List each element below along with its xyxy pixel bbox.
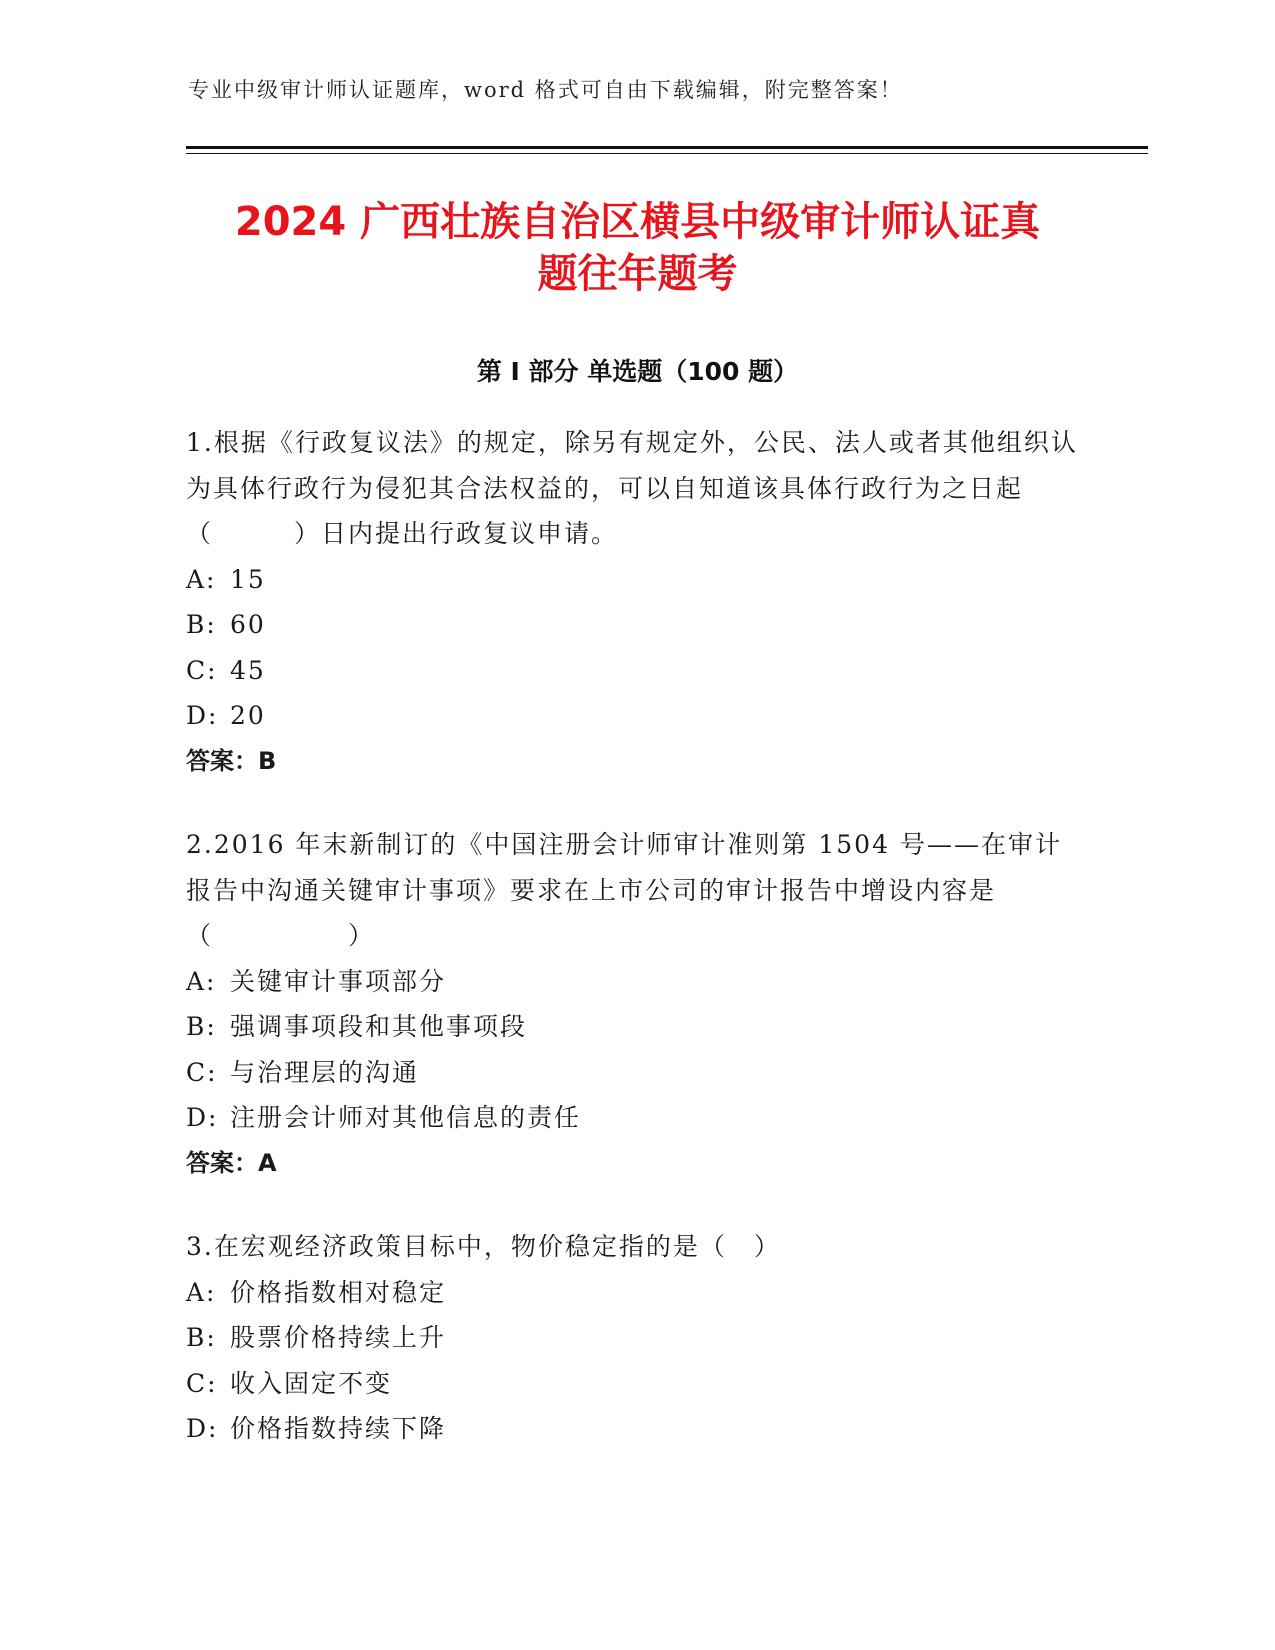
option-a xyxy=(186,1270,1086,1316)
option-b xyxy=(186,602,1086,648)
option-text: 15 xyxy=(230,564,266,594)
option-c xyxy=(186,648,1086,694)
option-letter: D: xyxy=(186,1414,219,1443)
option-letter: D: xyxy=(186,1103,219,1132)
option-letter: C: xyxy=(186,1368,218,1398)
option-a xyxy=(186,557,1086,603)
option-letter: B: xyxy=(186,610,217,639)
option-d xyxy=(186,1406,1086,1452)
question-1 xyxy=(186,420,1086,784)
question-stem: 1.根据《行政复议法》的规定，除另有规定外，公民、法人或者其他组织认为具体行政行为侵犯其合法权益的，可以自知道该具体行政行为之日起（ ）日内提出行政复议申请。 xyxy=(186,428,1078,548)
header-rule-thin xyxy=(186,153,1148,154)
option-letter: B: xyxy=(186,1323,217,1352)
answer: 答案：A xyxy=(186,1148,277,1177)
option-letter: C: xyxy=(186,655,218,685)
option-letter: A: xyxy=(186,966,217,996)
option-c xyxy=(186,1050,1086,1096)
option-c xyxy=(186,1361,1086,1407)
option-text: 股票价格持续上升 xyxy=(230,1323,447,1352)
header-note: 专业中级审计师认证题库，word 格式可自由下载编辑，附完整答案！ xyxy=(188,78,903,102)
option-letter: A: xyxy=(186,1277,217,1307)
option-text: 20 xyxy=(230,701,266,730)
section-heading: 第 I 部分 单选题（100 题） xyxy=(476,357,799,386)
document-title-line-1: 2024 广西壮族自治区横县中级审计师认证真 xyxy=(234,199,1041,245)
option-text: 与治理层的沟通 xyxy=(230,1057,420,1087)
option-text: 45 xyxy=(230,655,266,685)
document-title-line-2: 题往年题考 xyxy=(537,251,738,297)
option-letter: A: xyxy=(186,564,217,594)
option-text: 价格指数持续下降 xyxy=(230,1414,447,1443)
option-b xyxy=(186,1315,1086,1361)
option-d xyxy=(186,693,1086,739)
question-stem: 3.在宏观经济政策目标中，物价稳定指的是（ ） xyxy=(186,1232,781,1261)
option-text: 价格指数相对稳定 xyxy=(230,1277,447,1307)
option-letter: B: xyxy=(186,1012,217,1041)
option-letter: C: xyxy=(186,1057,218,1087)
answer: 答案：B xyxy=(186,746,277,775)
option-letter: D: xyxy=(186,701,219,730)
option-d xyxy=(186,1095,1086,1141)
document-title xyxy=(170,196,1105,300)
option-text: 强调事项段和其他事项段 xyxy=(230,1012,528,1041)
question-stem: 2.2016 年末新制订的《中国注册会计师审计准则第 1504 号——在审计报告中沟通关键审计事项》要求在上市公司的审计报告中增设内容是（ ） xyxy=(186,830,1062,950)
header-rule-thick xyxy=(186,146,1148,149)
question-3 xyxy=(186,1224,1086,1452)
option-a xyxy=(186,959,1086,1005)
option-text: 60 xyxy=(230,610,266,639)
option-text: 收入固定不变 xyxy=(230,1368,393,1398)
option-text: 注册会计师对其他信息的责任 xyxy=(230,1103,582,1132)
option-text: 关键审计事项部分 xyxy=(230,966,447,996)
question-2 xyxy=(186,822,1086,1186)
option-b xyxy=(186,1004,1086,1050)
